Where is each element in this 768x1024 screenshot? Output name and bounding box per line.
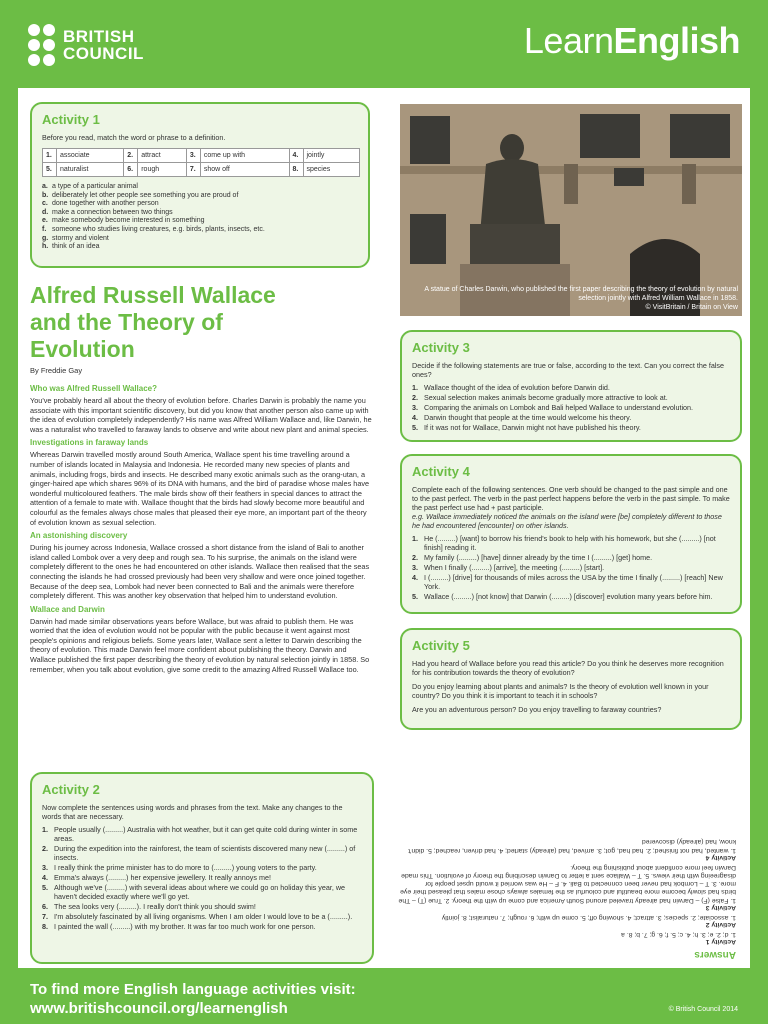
list-item: 4. Emma's always (.........) her expensive jewellery. It really annoys me!: [42, 873, 271, 882]
answers-heading: Activity 1: [705, 938, 736, 945]
activity3-box: [400, 330, 742, 442]
word-num: 1.: [43, 149, 57, 163]
activity4-example: e.g. Wallace immediately noticed the animals on the island were [be] completely different to those he had encountered [encounter] on other islands.: [412, 512, 722, 530]
activity3-title: Activity 3: [412, 340, 470, 355]
word-num: 6.: [124, 163, 138, 177]
footer-line1: To find more English language activities visit:: [30, 981, 356, 998]
word-num: 7.: [186, 163, 200, 177]
answers-text: 1. d; 2. e; 3. h; 4. c; 5. f; 6. g; 7. b; 8. a: [621, 931, 736, 938]
definition-item: c. done together with another person: [42, 200, 159, 208]
answers-heading: Activity 3: [705, 903, 736, 911]
definition-item: g. stormy and violent: [42, 234, 109, 242]
site-light: Learn: [523, 20, 614, 61]
darwin-statue-photo: [400, 104, 742, 316]
list-item: 3. Comparing the animals on Lombok and Bali helped Wallace to understand evolution.: [412, 403, 694, 412]
title-line2: and the Theory of: [30, 309, 223, 335]
title-line1: Alfred Russell Wallace: [30, 282, 276, 308]
list-item: 1. He (.........) [want] to borrow his friend's book to help with his homework, but she (.........) [not finish] reading it.: [412, 534, 716, 552]
definition-item: f. someone who studies living creatures, e.g. birds, plants, insects, etc.: [42, 225, 265, 233]
answers-section: [388, 748, 742, 964]
definition-item: a. a type of a particular animal: [42, 183, 138, 190]
definition-item: d. make a connection between two things: [42, 208, 173, 216]
activity5-title: Activity 5: [412, 638, 470, 653]
word: associate: [57, 149, 124, 163]
logo-dots-icon: [28, 24, 55, 66]
answers-text: 1. associate; 2. species; 3. attract; 4. showing off; 5. come up with; 6. rough; 7. naturalist; 8. jointly: [441, 913, 736, 921]
list-item: 4. I (.........) [drive] for thousands of miles across the USA by the time I finally (.........) [reach] New York.: [412, 573, 723, 591]
section-text: Darwin had made similar observations years before Wallace, but was afraid to publish them. He was worried that the idea of evolution would not be popular with the public because it went against most people's opinions and religious beliefs. Some years later, Wallace sent a letter to Darwin describing the theory of evolution. This made Darwin feel more confident about publishing the theory. Darwin and Wallace published the first paper describing the theory of evolution by natural selection jointly in 1858. So remember, when you talk about evolution, give some credit to the amazing Alfred Russell Wallace too.: [30, 616, 370, 674]
activity2-list: [42, 825, 362, 931]
page-footer: [0, 968, 768, 1024]
activity5-box: [400, 628, 742, 730]
word-num: 8.: [289, 163, 303, 177]
word-table: [42, 148, 360, 177]
list-item: 3. I really think the prime minister has to do more to (.........) young voters to the party.: [42, 863, 317, 872]
brand-line1: BRITISH: [63, 27, 135, 46]
learnenglish-logo[interactable]: [524, 20, 740, 62]
word: species: [303, 163, 360, 177]
copyright: © British Council 2014: [668, 1006, 738, 1013]
activity3-list: [412, 383, 730, 432]
title-line3: Evolution: [30, 336, 135, 362]
activity5-question: Had you heard of Wallace before you read this article? Do you think he deserves more recognition for his contribution towards the theory of evolution?: [412, 659, 724, 677]
word: show off: [200, 163, 289, 177]
article-byline: By Freddie Gay: [30, 366, 83, 375]
activity4-title: Activity 4: [412, 464, 470, 479]
article-body: [30, 380, 374, 676]
british-council-logo[interactable]: [28, 24, 144, 66]
definition-item: b. deliberately let other people see something you are proud of: [42, 191, 239, 199]
footer-cta: [30, 980, 356, 1018]
worksheet-panel: [18, 88, 750, 968]
definition-list: [42, 183, 358, 252]
section-heading: Wallace and Darwin: [30, 604, 105, 614]
activity4-list: [412, 534, 730, 601]
list-item: 4. Darwin thought that people at the time would welcome his theory.: [412, 413, 632, 422]
answers-heading: Activity 4: [705, 853, 736, 861]
activity4-instruction: Complete each of the following sentences. One verb should be changed to the past simple and one to the past perfect. The verb in the past perfect happens before the verb in the past simple. To make the past perfect use had + past participle.: [412, 485, 730, 512]
article-title: [30, 282, 370, 363]
activity1-instruction: Before you read, match the word or phrase to a definition.: [42, 133, 226, 142]
list-item: 2. During the expedition into the rainforest, the team of scientists discovered many new (.........) of insects.: [42, 844, 356, 862]
activity2-title: Activity 2: [42, 782, 100, 797]
word-num: 3.: [186, 149, 200, 163]
section-heading: Investigations in faraway lands: [30, 438, 149, 448]
activity5-question: Are you an adventurous person? Do you enjoy travelling to faraway countries?: [412, 705, 662, 714]
list-item: 1. People usually (.........) Australia with hot weather, but it can get quite cold during winter in some areas.: [42, 825, 358, 843]
word: jointly: [303, 149, 360, 163]
activity1-title: Activity 1: [42, 112, 100, 127]
photo-credit: © VisitBritain / Britain on View: [645, 304, 738, 311]
list-item: 8. I painted the wall (.........) with my brother. It was far too much work for one person.: [42, 922, 316, 931]
definition-item: h. think of an idea: [42, 243, 100, 251]
list-item: 1. Wallace thought of the idea of evolution before Darwin did.: [412, 383, 610, 392]
list-item: 7. I'm absolutely fascinated by all living organisms. When I am older I would love to be a (.........).: [42, 912, 353, 921]
list-item: 5. If it was not for Wallace, Darwin might not have published his theory.: [412, 423, 641, 432]
footer-url-link[interactable]: www.britishcouncil.org/learnenglish: [30, 1000, 288, 1017]
section-text: During his journey across Indonesia, Wallace crossed a short distance from the island of Bali to another island called Lombok over a very deep and rough sea. To his surprise, the animals on the island were completely different to the ones he had encountered on other islands. Wallace then realised that the seas connecting the islands he had crossed previously had been very shallow and were once joined together. Because of the deep sea, Lombok had never been connected to Bali and the animals were therefore completely different. This was another key observation that helped him to understand evolution.: [30, 543, 370, 601]
list-item: 6. The sea looks very (.........). I really don't think you should swim!: [42, 902, 256, 911]
answers-heading: Activity 2: [705, 920, 736, 928]
section-text: Whereas Darwin travelled mostly around South America, Wallace spent his time travelling around a number of islands located in Malaysia and Indonesia. He recorded many new species of plants and animals, including frogs, birds and insects. He described many exotic animals such as the orang-utan, a ginger-haired ape which shares 96% of its DNA with humans, and the bird of paradise whose males have wonderful multicoloured feathers. The male birds show off their feathers in special dances to attract the attention of a female to mate with. Wallace thought that the birds had slowly become more beautiful and colourful as the females always chose males that pleased their eye more, an important part of the theory of evolution known as sexual selection.: [30, 450, 370, 527]
activity3-instruction: Decide if the following statements are true or false, according to the text. Can you correct the false ones?: [412, 361, 725, 379]
site-bold: English: [613, 20, 740, 61]
photo-caption: [410, 285, 738, 312]
word-num: 5.: [43, 163, 57, 177]
activity4-box: [400, 454, 742, 614]
activity2-instruction: Now complete the sentences using words and phrases from the text. Make any changes to the words that are necessary.: [42, 803, 343, 821]
section-heading: Who was Alfred Russell Wallace?: [30, 384, 157, 393]
section-text: You've probably heard all about the theory of evolution before. Charles Darwin is probably the name you associate with this important scientific discovery, but did you know that another person also came up with the idea of evolution completely independently? His name was Alfred William Wallace and, like Darwin, he was a naturalist who travelled to faraway lands to observe and write about new plant and animal species.: [30, 396, 372, 434]
answers-title: Answers: [694, 949, 736, 960]
activity2-box: [30, 772, 374, 964]
section-heading: An astonishing discovery: [30, 531, 128, 541]
caption-text: A statue of Charles Darwin, who published the first paper describing the theory of evolution by natural selection jointly with Alfred William Wallace in 1858.: [424, 286, 738, 302]
list-item: 5. Although we've (.........) with several ideas about where we could go on holiday this year, we haven't decided exactly where we'll go yet.: [42, 883, 346, 901]
word: come up with: [200, 149, 289, 163]
list-item: 2. Sexual selection makes animals become gradually more attractive to look at.: [412, 393, 668, 402]
activity1-box: [30, 102, 370, 268]
brand-line2: COUNCIL: [63, 44, 144, 63]
word: attract: [138, 149, 187, 163]
definition-item: e. make somebody become interested in something: [42, 217, 205, 225]
list-item: 2. My family (.........) [have] dinner already by the time I (.........) [get] home.: [412, 553, 653, 562]
list-item: 5. Wallace (.........) [not know] that Darwin (.........) [discover] evolution many years before him.: [412, 592, 713, 601]
answers-text: 1. False (F) – Darwin had already traveled around South America and come up with the theory. 2. True (T) – The birds had slowly become more beautiful and colourful as the females always chose males that pleased their eye more. 3. T – Lombok had never been connected to Bali. 4. F – He was worried it would upset people for disagreeing with their views. 5. T – Wallace sent a letter to Darwin describing the theory of evolution. This made Darwin feel more confident about publishing the theory.: [398, 863, 736, 904]
page-header: [0, 0, 768, 84]
list-item: 3. When I finally (.........) [arrive], the meeting (.........) [start].: [412, 563, 605, 572]
word: naturalist: [57, 163, 124, 177]
activity5-question: Do you enjoy learning about plants and animals? Is the theory of evolution well known in your country? Do you think it is important to teach it in schools?: [412, 682, 709, 700]
answers-text: 1. wanted, had not finished; 2. had had, got; 3. arrived, had (already) started; 4. had driven, reached; 5. didn't know, had (already) discovered: [408, 838, 736, 854]
word-num: 2.: [124, 149, 138, 163]
word-num: 4.: [289, 149, 303, 163]
word: rough: [138, 163, 187, 177]
